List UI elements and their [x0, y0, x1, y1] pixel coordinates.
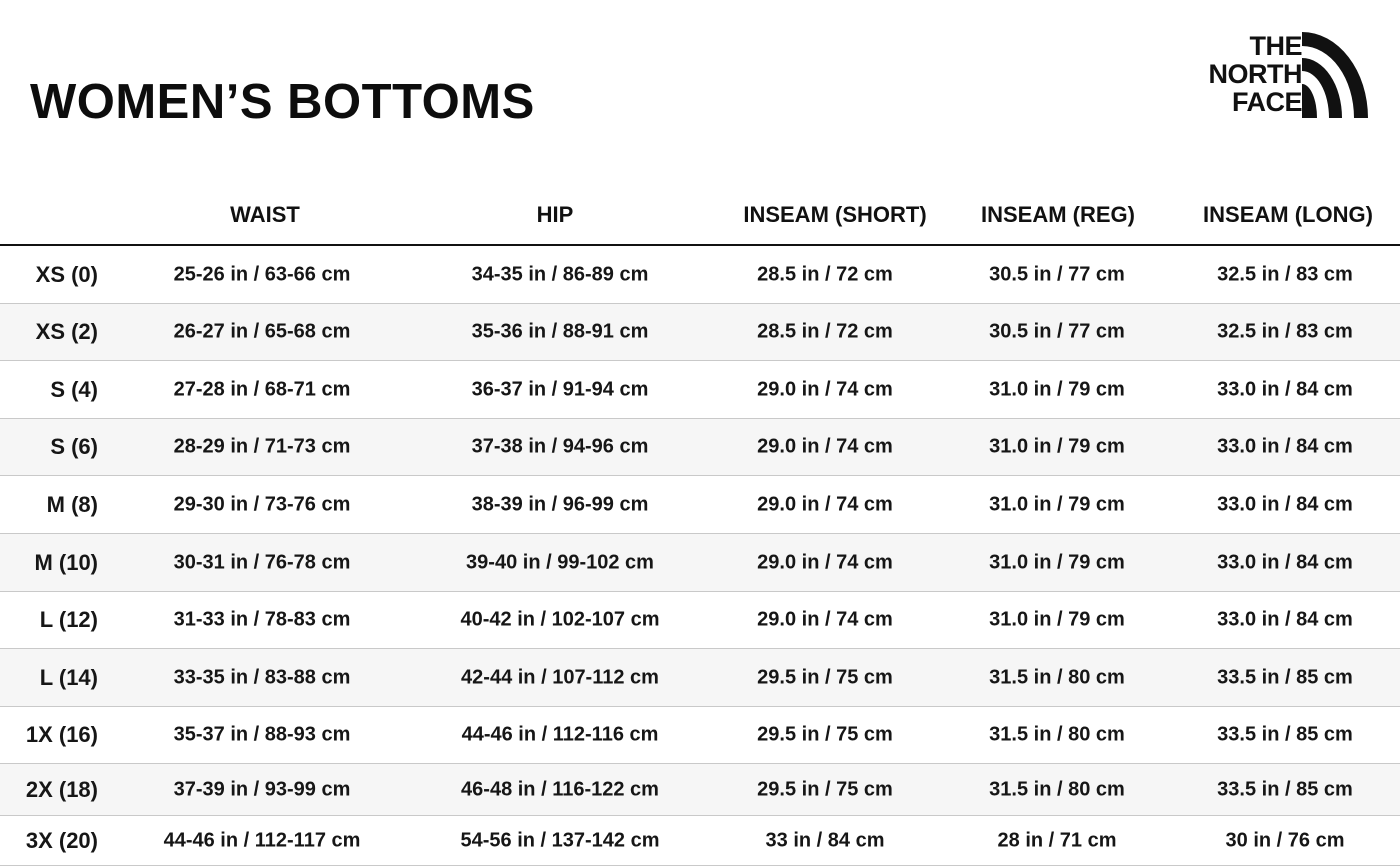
long-cell: 33.5 in / 85 cm: [1217, 778, 1353, 800]
size-cell: 1X (16): [25, 722, 98, 747]
table-row: [0, 476, 1400, 534]
waist-cell: 28-29 in / 71-73 cm: [173, 435, 351, 458]
long-cell: 33.0 in / 84 cm: [1217, 608, 1353, 631]
table-row: [0, 534, 1400, 592]
hip-cell: 39-40 in / 99-102 cm: [466, 551, 654, 573]
hip-cell: 40-42 in / 102-107 cm: [460, 608, 660, 631]
table-row: [0, 304, 1400, 361]
long-cell: 33.0 in / 84 cm: [1217, 551, 1353, 573]
size-cell: 2X (18): [25, 776, 98, 802]
long-cell: 33.5 in / 85 cm: [1217, 666, 1353, 688]
waist-cell: 31-33 in / 78-83 cm: [173, 608, 351, 631]
waist-cell: 25-26 in / 63-66 cm: [173, 263, 351, 285]
reg-cell: 31.0 in / 79 cm: [989, 435, 1125, 458]
table-row: [0, 419, 1400, 476]
size-cell: M (8): [46, 491, 98, 517]
waist-cell: 35-37 in / 88-93 cm: [173, 723, 351, 746]
long-cell: 30 in / 76 cm: [1225, 829, 1345, 851]
reg-cell: 30.5 in / 77 cm: [989, 320, 1125, 343]
waist-cell: 37-39 in / 93-99 cm: [173, 778, 351, 800]
table-row: [0, 707, 1400, 764]
table-row: [0, 816, 1400, 866]
short-cell: 29.5 in / 75 cm: [757, 723, 893, 746]
size-cell: L (14): [39, 664, 98, 690]
size-cell: XS (2): [35, 319, 98, 344]
table-row: [0, 649, 1400, 707]
reg-cell: 31.0 in / 79 cm: [989, 493, 1125, 515]
hip-cell: 54-56 in / 137-142 cm: [460, 829, 660, 851]
hip-cell: 46-48 in / 116-122 cm: [461, 778, 659, 800]
logo-line-3: FACE: [1231, 87, 1302, 117]
table-row: [0, 592, 1400, 649]
short-cell: 29.0 in / 74 cm: [757, 551, 893, 573]
logo-wordmark: [1209, 32, 1303, 116]
size-cell: M (10): [34, 549, 98, 575]
hip-cell: 36-37 in / 91-94 cm: [471, 378, 649, 400]
long-cell: 32.5 in / 83 cm: [1217, 320, 1353, 343]
short-cell: 29.0 in / 74 cm: [757, 608, 893, 631]
hip-cell: 38-39 in / 96-99 cm: [471, 493, 649, 515]
table-row: [0, 246, 1400, 304]
short-cell: 29.0 in / 74 cm: [757, 435, 893, 458]
short-cell: 33 in / 84 cm: [765, 829, 885, 851]
table-header: [0, 190, 1400, 246]
size-cell: XS (0): [35, 261, 98, 287]
short-cell: 29.0 in / 74 cm: [757, 378, 893, 400]
logo-line-1: THE: [1249, 31, 1302, 61]
hip-cell: 35-36 in / 88-91 cm: [471, 320, 649, 343]
reg-cell: 28 in / 71 cm: [997, 829, 1117, 851]
logo-line-2: NORTH: [1208, 59, 1302, 89]
table-row: [0, 764, 1400, 816]
hip-cell: 37-38 in / 94-96 cm: [471, 435, 649, 458]
hip-cell: 42-44 in / 107-112 cm: [461, 666, 659, 688]
short-cell: 28.5 in / 72 cm: [757, 320, 893, 343]
reg-cell: 31.0 in / 79 cm: [989, 608, 1125, 631]
size-cell: S (6): [50, 434, 98, 459]
reg-cell: 31.5 in / 80 cm: [989, 666, 1125, 688]
hip-cell: 34-35 in / 86-89 cm: [471, 263, 649, 285]
table-row: [0, 361, 1400, 419]
header-waist: WAIST: [230, 202, 300, 227]
reg-cell: 30.5 in / 77 cm: [989, 263, 1125, 285]
reg-cell: 31.5 in / 80 cm: [989, 778, 1125, 800]
reg-cell: 31.0 in / 79 cm: [989, 378, 1125, 400]
short-cell: 29.5 in / 75 cm: [757, 778, 893, 800]
long-cell: 33.5 in / 85 cm: [1217, 723, 1353, 746]
the-north-face-logo: [1182, 32, 1368, 118]
half-dome-icon: [1302, 32, 1368, 118]
size-cell: S (4): [50, 376, 98, 402]
long-cell: 33.0 in / 84 cm: [1217, 493, 1353, 515]
long-cell: 33.0 in / 84 cm: [1217, 435, 1353, 458]
short-cell: 29.5 in / 75 cm: [757, 666, 893, 688]
header-hip: HIP: [536, 202, 574, 227]
reg-cell: 31.0 in / 79 cm: [989, 551, 1125, 573]
hip-cell: 44-46 in / 112-116 cm: [461, 723, 659, 746]
waist-cell: 29-30 in / 73-76 cm: [173, 493, 351, 515]
header-inseam-long: INSEAM (LONG): [1203, 202, 1373, 227]
header-inseam-reg: INSEAM (REG): [981, 202, 1135, 227]
header-inseam-short: INSEAM (SHORT): [743, 202, 927, 227]
waist-cell: 44-46 in / 112-117 cm: [163, 829, 361, 851]
long-cell: 32.5 in / 83 cm: [1217, 263, 1353, 285]
waist-cell: 26-27 in / 65-68 cm: [173, 320, 351, 343]
waist-cell: 27-28 in / 68-71 cm: [173, 378, 351, 400]
short-cell: 28.5 in / 72 cm: [757, 263, 893, 285]
waist-cell: 33-35 in / 83-88 cm: [173, 666, 351, 688]
long-cell: 33.0 in / 84 cm: [1217, 378, 1353, 400]
size-cell: 3X (20): [25, 827, 98, 853]
size-cell: L (12): [39, 607, 98, 632]
page-title: WOMEN’S BOTTOMS: [30, 75, 535, 129]
waist-cell: 30-31 in / 76-78 cm: [173, 551, 351, 573]
short-cell: 29.0 in / 74 cm: [757, 493, 893, 515]
reg-cell: 31.5 in / 80 cm: [989, 723, 1125, 746]
